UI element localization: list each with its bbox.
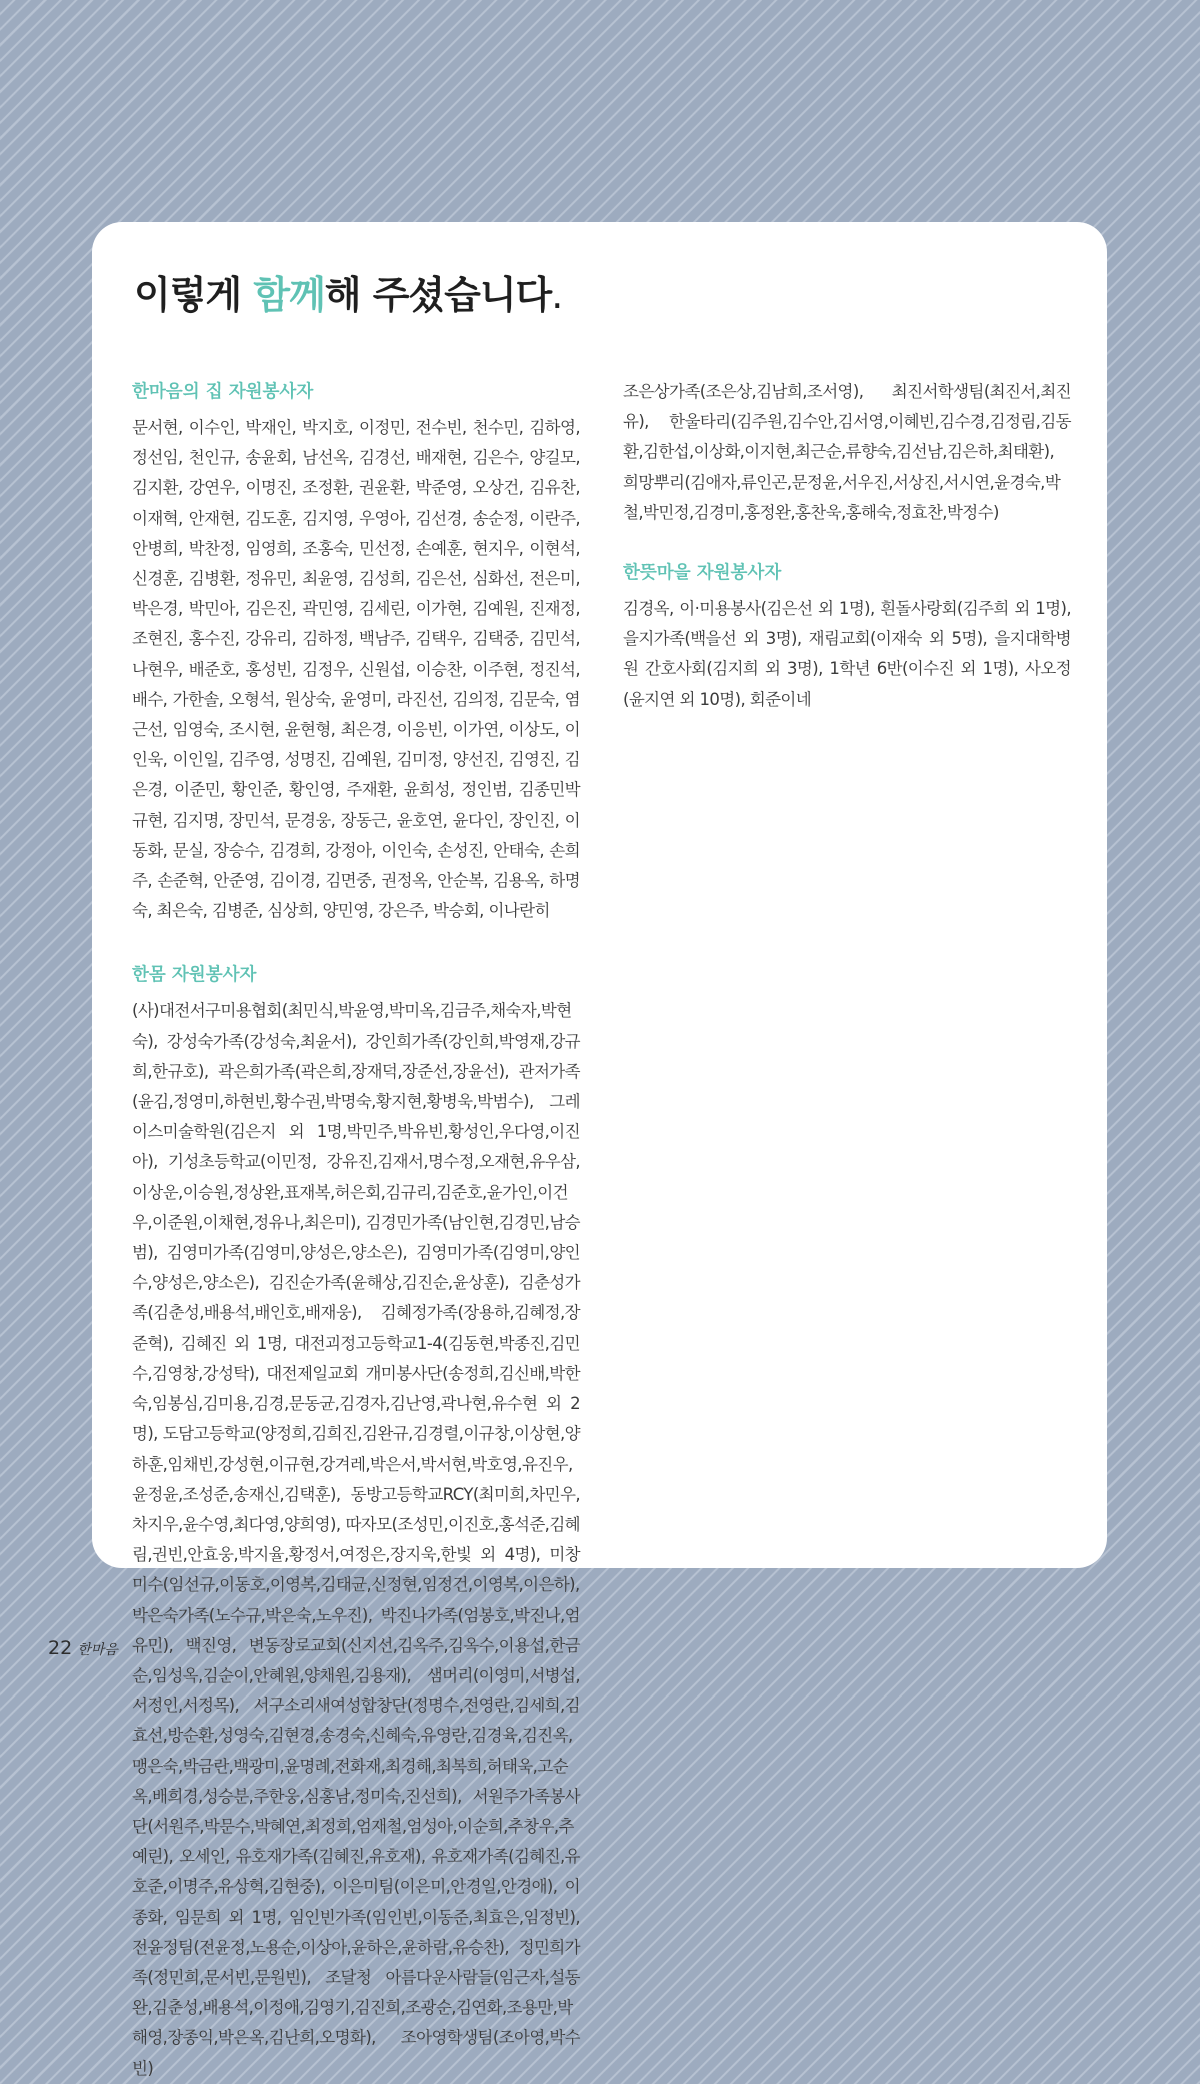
magazine-name: 한마음 (77, 1642, 118, 1658)
section-hantteut-village (623, 558, 1071, 715)
volunteer-list: 문서현, 이수인, 박재인, 박지호, 이정민, 전수빈, 천수민, 김하영, 정선임, 천인규, 송윤회, 남선옥, 김경선, 배재현, 김은수, 양길모, 김지환, 강연우, 이명진, 조정환, 권윤환, 박준영, 오상건, 김유찬, 이재혁, 안재현, 김도훈, 김지영, 우영아, 김선경, 송순정, 이란주, 안병희, 박찬정, 임영희, 조홍숙, 민선정, 손예훈, 현지우, 이현석, 신경훈, 김병환, 정유민, 최윤영, 김성희, 김은선, 심화선, 전은미, 박은경, 박민아, 김은진, 곽민영, 김세린, 이가현, 김예원, 진재정, 조현진, 홍수진, 강유리, 김하정, 백남주, 김택우, 김택중, 김민석, 나현우, 배준호, 홍성빈, 김정우, 신원섭, 이승찬, 이주현, 정진석, 배수, 가한솔, 오형석, 원상숙, 윤영미, 라진선, 김의정, 김문숙, 염근선, 임영숙, 조시현, 윤현형, 최은경, 이응빈, 이가연, 이상도, 이인욱, 이인일, 김주영, 성명진, 김예원, 김미정, 양선진, 김영진, 김은경, 이준민, 황인준, 황인영, 주재환, 윤희성, 정인범, 김종민박규현, 김지명, 장민석, 문경웅, 장동근, 윤호연, 윤다인, 장인진, 이동화, 문실, 장승수, 김경희, 강정아, 이인숙, 손성진, 안태숙, 손희주, 손준혁, 안준영, 김이경, 김면중, 권정옥, 안순복, 김용옥, 하명숙, 최은숙, 김병준, 심상희, 양민영, 강은주, 박승회, 이나란히 (132, 418, 580, 921)
page-number: 22 (48, 1637, 73, 1659)
section-hanmom (132, 960, 580, 2083)
title-accent-word: 함께 (253, 273, 325, 317)
section-heading: 한뜻마을 자원봉사자 (623, 563, 782, 584)
right-column (623, 377, 1071, 715)
content-card (92, 222, 1107, 2078)
title-period: . (551, 273, 563, 317)
volunteer-list-continued: 조은상가족(조은상,김남희,조서영), 최진서학생팀(최진서,최진유), 한울타리(김주원,김수안,김서영,이혜빈,김수경,김정림,김동환,김한섭,이상화,이지현,최근순,류향숙,김선남,김은하,최태환), 희망뿌리(김애자,류인곤,문정윤,서우진,서상진,서시연,윤경숙,박철,박민정,김경미,홍정완,홍찬욱,홍해숙,정효찬,박정수) (623, 382, 1071, 522)
section-heading: 한마음의 집 자원봉사자 (132, 382, 314, 402)
left-column (132, 377, 580, 2084)
volunteer-list: 김경옥, 이·미용봉사(김은선 외 1명), 흰돌사랑회(김주희 외 1명), 을지가족(백을선 외 3명), 재림교회(이재숙 외 5명), 을지대학병원 간호사회(김지희 외 3명), 1학년 6반(이수진 외 1명), 사오정(윤지연 외 10명), 회준이네 (623, 599, 1071, 709)
volunteer-list: (사)대전서구미용협회(최민식,박윤영,박미옥,김금주,채숙자,박현숙), 강성숙가족(강성숙,최윤서), 강인희가족(강인희,박영재,강규희,한규호), 곽은희가족(곽은희,장재덕,장준선,장윤선), 관저가족(윤김,정영미,하현빈,황수권,박명숙,황지현,황병욱,박범수), 그레이스미술학원(김은지 외 1명,박민주,박유빈,황성인,우다영,이진아), 기성초등학교(이민정, 강유진,김재서,명수정,오재현,유우삼,이상운,이승원,정상완,표재복,허은회,김규리,김준호,윤가인,이건우,이준원,이채현,정유나,최은미), 김경민가족(남인현,김경민,남승범), 김영미가족(김영미,양성은,양소은), 김영미가족(김영미,양인수,양성은,양소은), 김진순가족(윤해상,김진순,윤상훈), 김춘성가족(김춘성,배용석,배인호,배재웅), 김혜정가족(장용하,김혜정,장준혁), 김혜진 외 1명, 대전괴정고등학교1-4(김동현,박종진,김민수,김영창,강성탁), 대전제일교회 개미봉사단(송정희,김신배,박한숙,임봉심,김미용,김경,문동균,김경자,김난영,곽나현,유수현 외 2명), 도담고등학교(양정희,김희진,김완규,김경렬,이규창,이상현,양하훈,임채빈,강성현,이규현,강겨레,박은서,박서현,박호영,유진우,윤정윤,조성준,송재신,김택훈), 동방고등학교RCY(최미희,차민우,차지우,윤수영,최다영,양희영), 따자모(조성민,이진호,홍석준,김혜림,권빈,안효웅,박지율,황정서,여정은,장지욱,한빛 외 4명), 미창미수(임선규,이동호,이영복,김태균,신정현,임정건,이영복,이은하), 박은숙가족(노수규,박은숙,노우진), 박진나가족(엄봉호,박진나,엄유민), 백진영, 변동장로교회(신지선,김옥주,김옥수,이용섭,한금순,임성옥,김순이,안혜원,양채원,김용재), 샘머리(이영미,서병섭,서정인,서정목), 서구소리새여성합창단(정명수,전영란,김세희,김효선,방순환,성영숙,김현경,송경숙,신혜숙,유영란,김경육,김진옥,맹은숙,박금란,백광미,윤명례,전화재,최경해,최복희,허태욱,고순옥,배희경,성승분,주한웅,심홍남,정미숙,진선희), 서원주가족봉사단(서원주,박문수,박혜연,최정희,엄재철,엄성아,이순희,추창우,추예린), 오세인, 유호재가족(김혜진,유호재), 유호재가족(김혜진,유호준,이명주,유상혁,김현중), 이은미팀(이은미,안경일,안경애), 이종화, 임문희 외 1명, 임인빈가족(임인빈,이동준,최효은,임정빈), 전윤정팀(전윤정,노용순,이상아,윤하은,윤하람,유승찬), 정민희가족(정민희,문서빈,문원빈), 조달청 아름다운사람들(임근자,설동완,김춘성,배용석,이정애,김영기,김진희,조광순,김연화,조용만,박해영,장종익,박은옥,김난희,오명화), 조아영학생팀(조아영,박수빈) (132, 1001, 580, 2078)
title-text-after: 해 주셨습니다 (324, 273, 552, 317)
section-hanmaeum-house (132, 377, 580, 926)
section-hanmom-continued (623, 377, 1071, 528)
page-title (134, 264, 562, 319)
page-footer (48, 1637, 118, 1659)
title-text-before: 이렇게 (134, 273, 254, 317)
section-heading: 한몸 자원봉사자 (132, 965, 257, 986)
